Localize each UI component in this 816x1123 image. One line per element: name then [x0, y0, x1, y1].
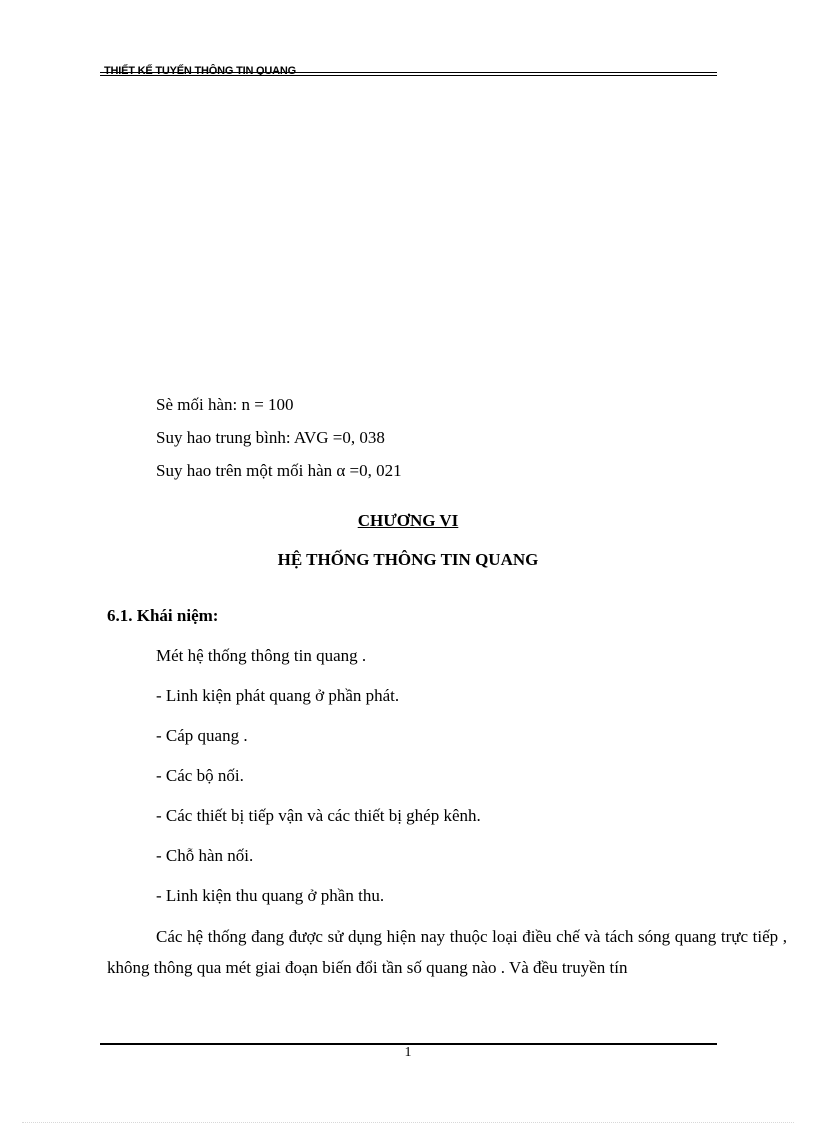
list-item: - Các thiết bị tiếp vận và các thiết bị ghép kênh.	[156, 806, 481, 825]
section-heading: 6.1. Khái niệm:	[107, 606, 219, 625]
average-loss-line: Suy hao trung bình: AVG =0, 038	[156, 428, 385, 447]
body-paragraph: Các hệ thống đang được sử dụng hiện nay thuộc loại điều chế và tách sóng quang trực tiếp , không thông qua mét giai đoạn biến đổi tần số quang nào . Và đều truyền tín	[107, 927, 787, 977]
list-item: - Các bộ nối.	[156, 766, 244, 785]
chapter-number: CHƯƠNG VI	[357, 511, 459, 530]
chapter-title: HỆ THỐNG THÔNG TIN QUANG	[277, 550, 539, 569]
header-rule-bottom	[100, 75, 717, 76]
list-item: - Linh kiện thu quang ở phần thu.	[156, 886, 385, 905]
header-rule-top	[100, 72, 717, 73]
list-item: - Linh kiện phát quang ở phần phát.	[156, 686, 400, 705]
running-header: THIẾT KẾ TUYẾN THÔNG TIN QUANG	[104, 65, 297, 75]
loss-per-splice-line: Suy hao trên một mối hàn α =0, 021	[156, 461, 402, 480]
list-item: - Chỗ hàn nối.	[156, 846, 254, 865]
list-item: - Cáp quang .	[156, 726, 248, 745]
intro-line: Mét hệ thống thông tin quang .	[156, 646, 367, 665]
splice-count-line: Sè mối hàn: n = 100	[156, 395, 294, 414]
page-number: 1	[404, 1045, 412, 1060]
